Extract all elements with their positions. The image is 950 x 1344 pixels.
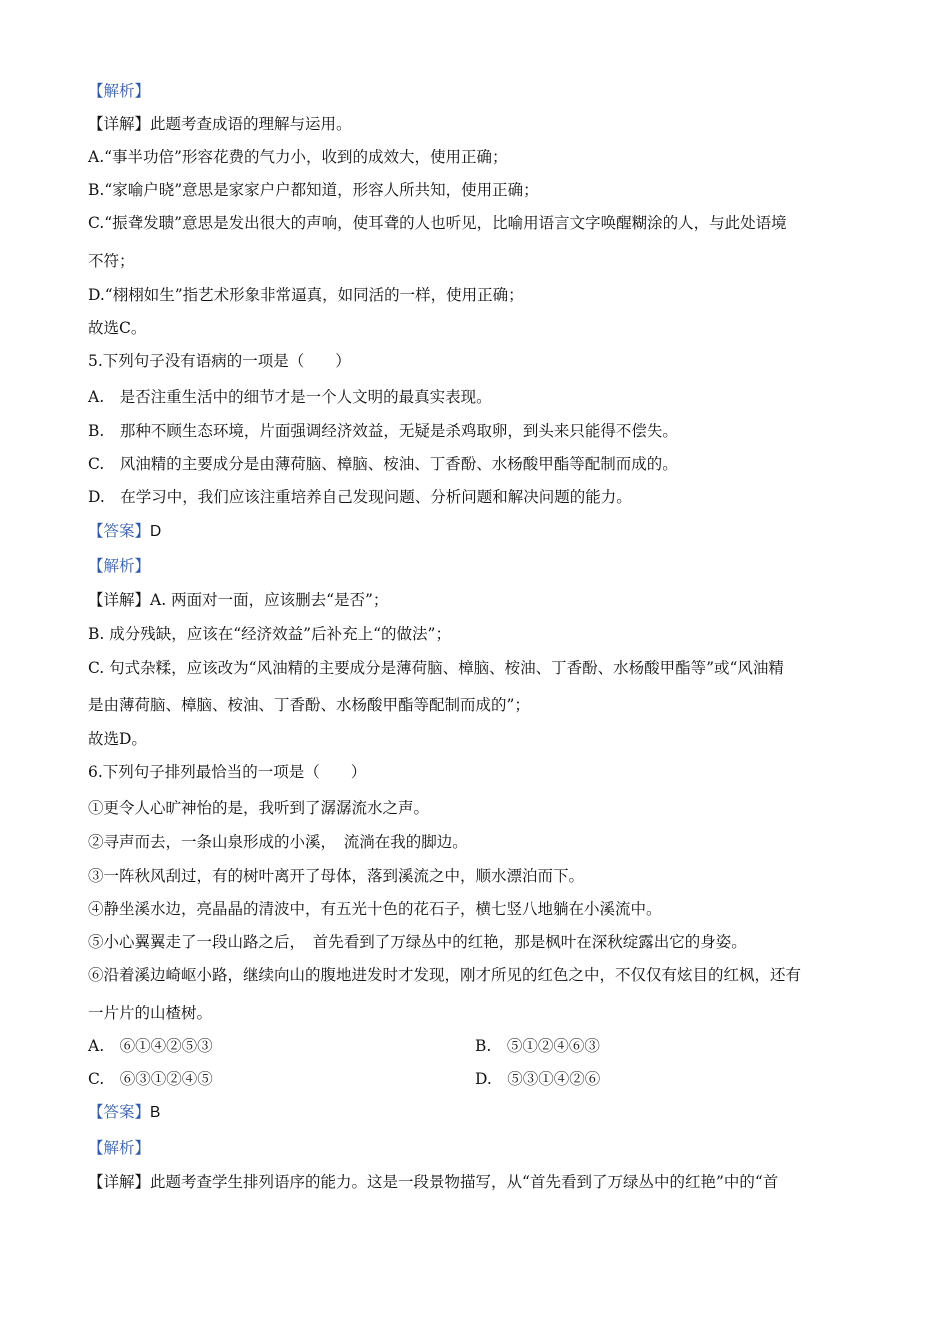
conclusion: 故选C。 <box>88 319 147 337</box>
detail-tag: 【详解】 <box>88 1173 151 1191</box>
answer-line <box>88 1101 868 1124</box>
question-6-stem: 6.下列句子排列最恰当的一项是（ ） <box>88 763 367 781</box>
sentence-4: ④静坐溪水边，亮晶晶的清波中，有五光十色的花石子，横七竖八地躺在小溪流中。 <box>88 900 662 918</box>
detail-text: 此题考查成语的理解与运用。 <box>150 115 352 133</box>
detail-d: D.“栩栩如生”指艺术形象非常逼真，如同活的一样，使用正确； <box>88 286 524 304</box>
detail-b: B.“家喻户晓”意思是家家户户都知道，形容人所共知，使用正确； <box>88 181 539 199</box>
options-row-2 <box>88 1068 868 1090</box>
analysis-tag: 【解析】 <box>88 82 151 100</box>
detail-line <box>88 589 868 611</box>
detail-c-1: C. 句式杂糅，应该改为“风油精的主要成分是薄荷脑、樟脑、桉油、丁香酚、水杨酸甲酯等”或“风油精 <box>88 659 784 677</box>
answer-line <box>88 520 868 543</box>
detail-tag: 【详解】 <box>88 591 151 609</box>
option-c: C. ⑥③①②④⑤ <box>88 1070 213 1088</box>
answer-tag: 【答案】 <box>88 1103 151 1121</box>
detail-line <box>88 113 868 135</box>
answer-value: D <box>150 523 162 540</box>
detail-text: 此题考查学生排列语序的能力。这是一段景物描写，从“首先看到了万绿丛中的红艳”中的“首 <box>150 1173 779 1191</box>
conclusion: 故选D。 <box>88 730 147 748</box>
detail-c-2: 是由薄荷脑、樟脑、桉油、丁香酚、水杨酸甲酯等配制而成的”； <box>88 696 530 714</box>
options-row-1 <box>88 1035 868 1057</box>
option-c: C. 风油精的主要成分是由薄荷脑、樟脑、桉油、丁香酚、水杨酸甲酯等配制而成的。 <box>88 455 678 473</box>
detail-c-2: 不符； <box>88 252 135 270</box>
sentence-3: ③一阵秋风刮过，有的树叶离开了母体，落到溪流之中，顺水漂泊而下。 <box>88 867 585 885</box>
option-d: D. ⑤③①④②⑥ <box>475 1070 601 1088</box>
detail-b: B. 成分残缺，应该在“经济效益”后补充上“的做法”； <box>88 625 451 643</box>
analysis-tag: 【解析】 <box>88 1139 151 1157</box>
sentence-6-part-2: 一片片的山楂树。 <box>88 1004 213 1022</box>
option-a: A. 是否注重生活中的细节才是一个人文明的最真实表现。 <box>88 388 492 406</box>
answer-tag: 【答案】 <box>88 522 151 540</box>
option-d: D. 在学习中，我们应该注重培养自己发现问题、分析问题和解决问题的能力。 <box>88 488 632 506</box>
detail-line <box>88 1171 868 1193</box>
option-a: A. ⑥①④②⑤③ <box>88 1037 213 1055</box>
sentence-5: ⑤小心翼翼走了一段山路之后， 首先看到了万绿丛中的红艳，那是枫叶在深秋绽露出它的身姿。 <box>88 933 747 951</box>
detail-text: A. 两面对一面，应该删去“是否”； <box>150 591 389 609</box>
option-b: B. ⑤①②④⑥③ <box>475 1037 600 1055</box>
sentence-6-part-1: ⑥沿着溪边崎岖小路，继续向山的腹地进发时才发现，刚才所见的红色之中，不仅仅有炫目的红枫，还有 <box>88 966 802 984</box>
detail-tag: 【详解】 <box>88 115 151 133</box>
analysis-tag: 【解析】 <box>88 557 151 575</box>
answer-value: B <box>150 1104 161 1121</box>
question-5-stem: 5.下列句子没有语病的一项是（ ） <box>88 352 351 370</box>
detail-c-1: C.“振聋发聩”意思是发出很大的声响，使耳聋的人也听见，比喻用语言文字唤醒糊涂的人，与此处语境 <box>88 214 787 232</box>
option-b: B. 那种不顾生态环境，片面强调经济效益，无疑是杀鸡取卵，到头来只能得不偿失。 <box>88 422 678 440</box>
detail-a: A.“事半功倍”形容花费的气力小，收到的成效大，使用正确； <box>88 148 508 166</box>
sentence-2: ②寻声而去，一条山泉形成的小溪， 流淌在我的脚边。 <box>88 833 468 851</box>
sentence-1: ①更令人心旷神怡的是，我听到了潺潺流水之声。 <box>88 799 430 817</box>
